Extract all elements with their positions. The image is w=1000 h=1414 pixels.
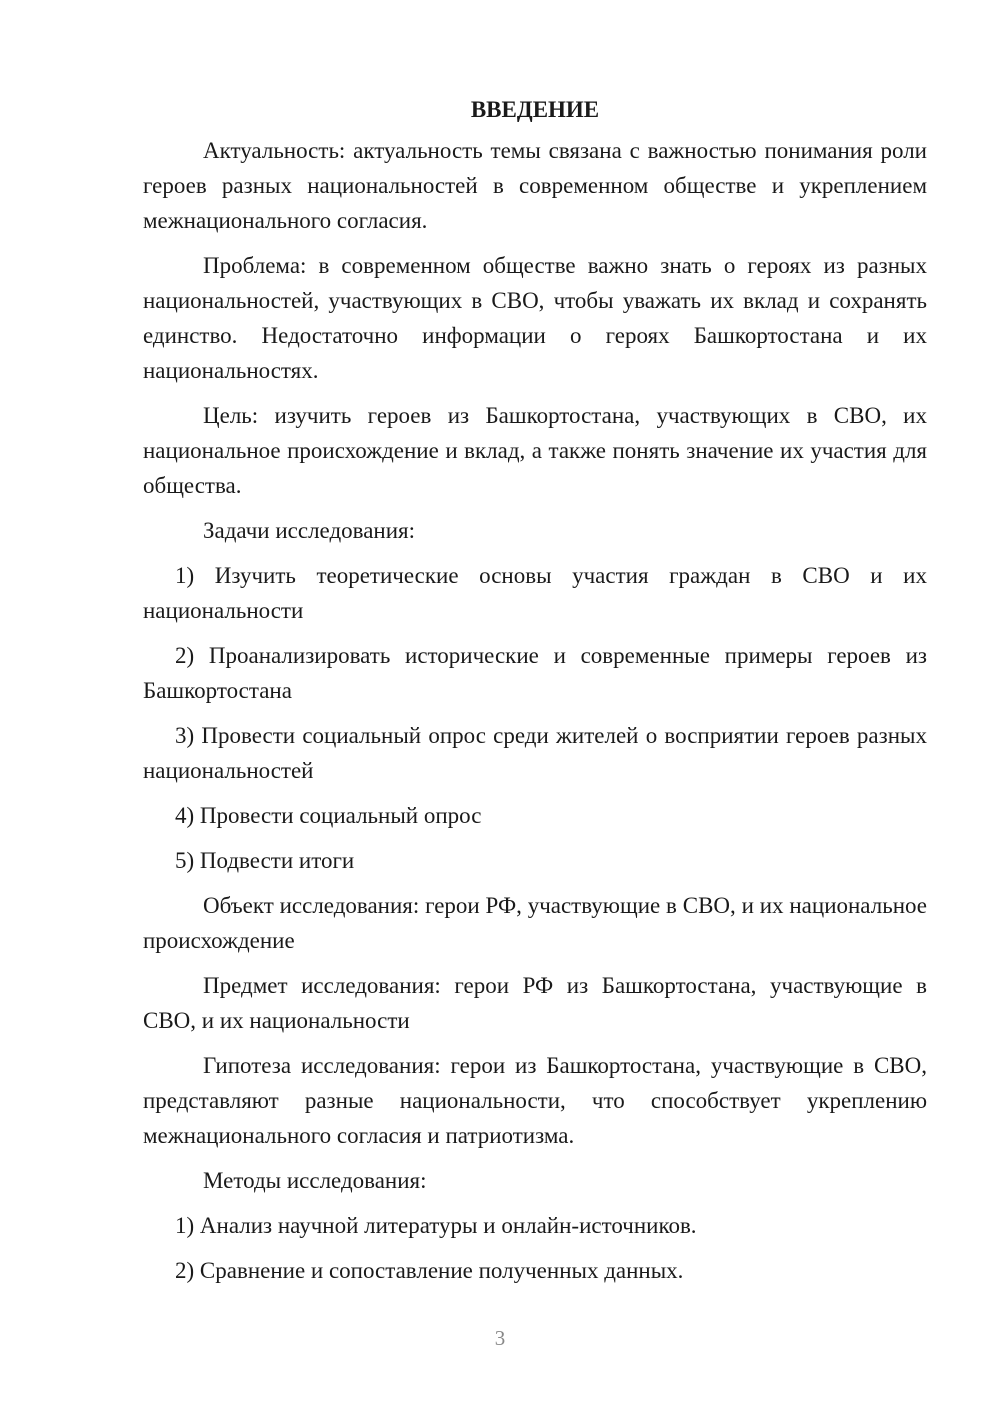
task-item-4: 4) Провести социальный опрос [175, 803, 482, 828]
paragraph-subject: Предмет исследования: герои РФ из Башкортостана, участвующие в СВО, и их национальности [143, 973, 927, 1033]
task-item-1: 1) Изучить теоретические основы участия граждан в СВО и их национальности [143, 563, 927, 623]
task-item-2: 2) Проанализировать исторические и современные примеры героев из Башкортостана [143, 643, 927, 703]
method-item-1: 1) Анализ научной литературы и онлайн-источников. [175, 1213, 697, 1238]
paragraph-hypothesis: Гипотеза исследования: герои из Башкортостана, участвующие в СВО, представляют разные национальности, что способствует укреплению межнационального согласия и патриотизма. [143, 1053, 927, 1148]
paragraph-goal: Цель: изучить героев из Башкортостана, участвующих в СВО, их национальное происхождение и вклад, а также понять значение их участия для общества. [143, 403, 927, 498]
paragraph-tasks-heading: Задачи исследования: [203, 518, 416, 543]
task-item-5: 5) Подвести итоги [175, 848, 355, 873]
paragraph-problem: Проблема: в современном обществе важно знать о героях из разных национальностей, участвующих в СВО, чтобы уважать их вклад и сохранять единство. Недостаточно информации о героях Башкортостана и их национальностях. [143, 253, 927, 383]
section-title: ВВЕДЕНИЕ [470, 97, 600, 122]
paragraph-object: Объект исследования: герои РФ, участвующие в СВО, и их национальное происхождение [143, 893, 927, 953]
method-item-2: 2) Сравнение и сопоставление полученных данных. [175, 1258, 684, 1283]
paragraph-methods-heading: Методы исследования: [203, 1168, 427, 1193]
document-body [143, 92, 927, 1298]
page-number: 3 [494, 1326, 506, 1350]
paragraph-relevance: Актуальность: актуальность темы связана с важностью понимания роли героев разных национальностей в современном обществе и укреплением межнационального согласия. [143, 138, 927, 233]
task-item-3: 3) Провести социальный опрос среди жителей о восприятии героев разных национальностей [143, 723, 927, 783]
